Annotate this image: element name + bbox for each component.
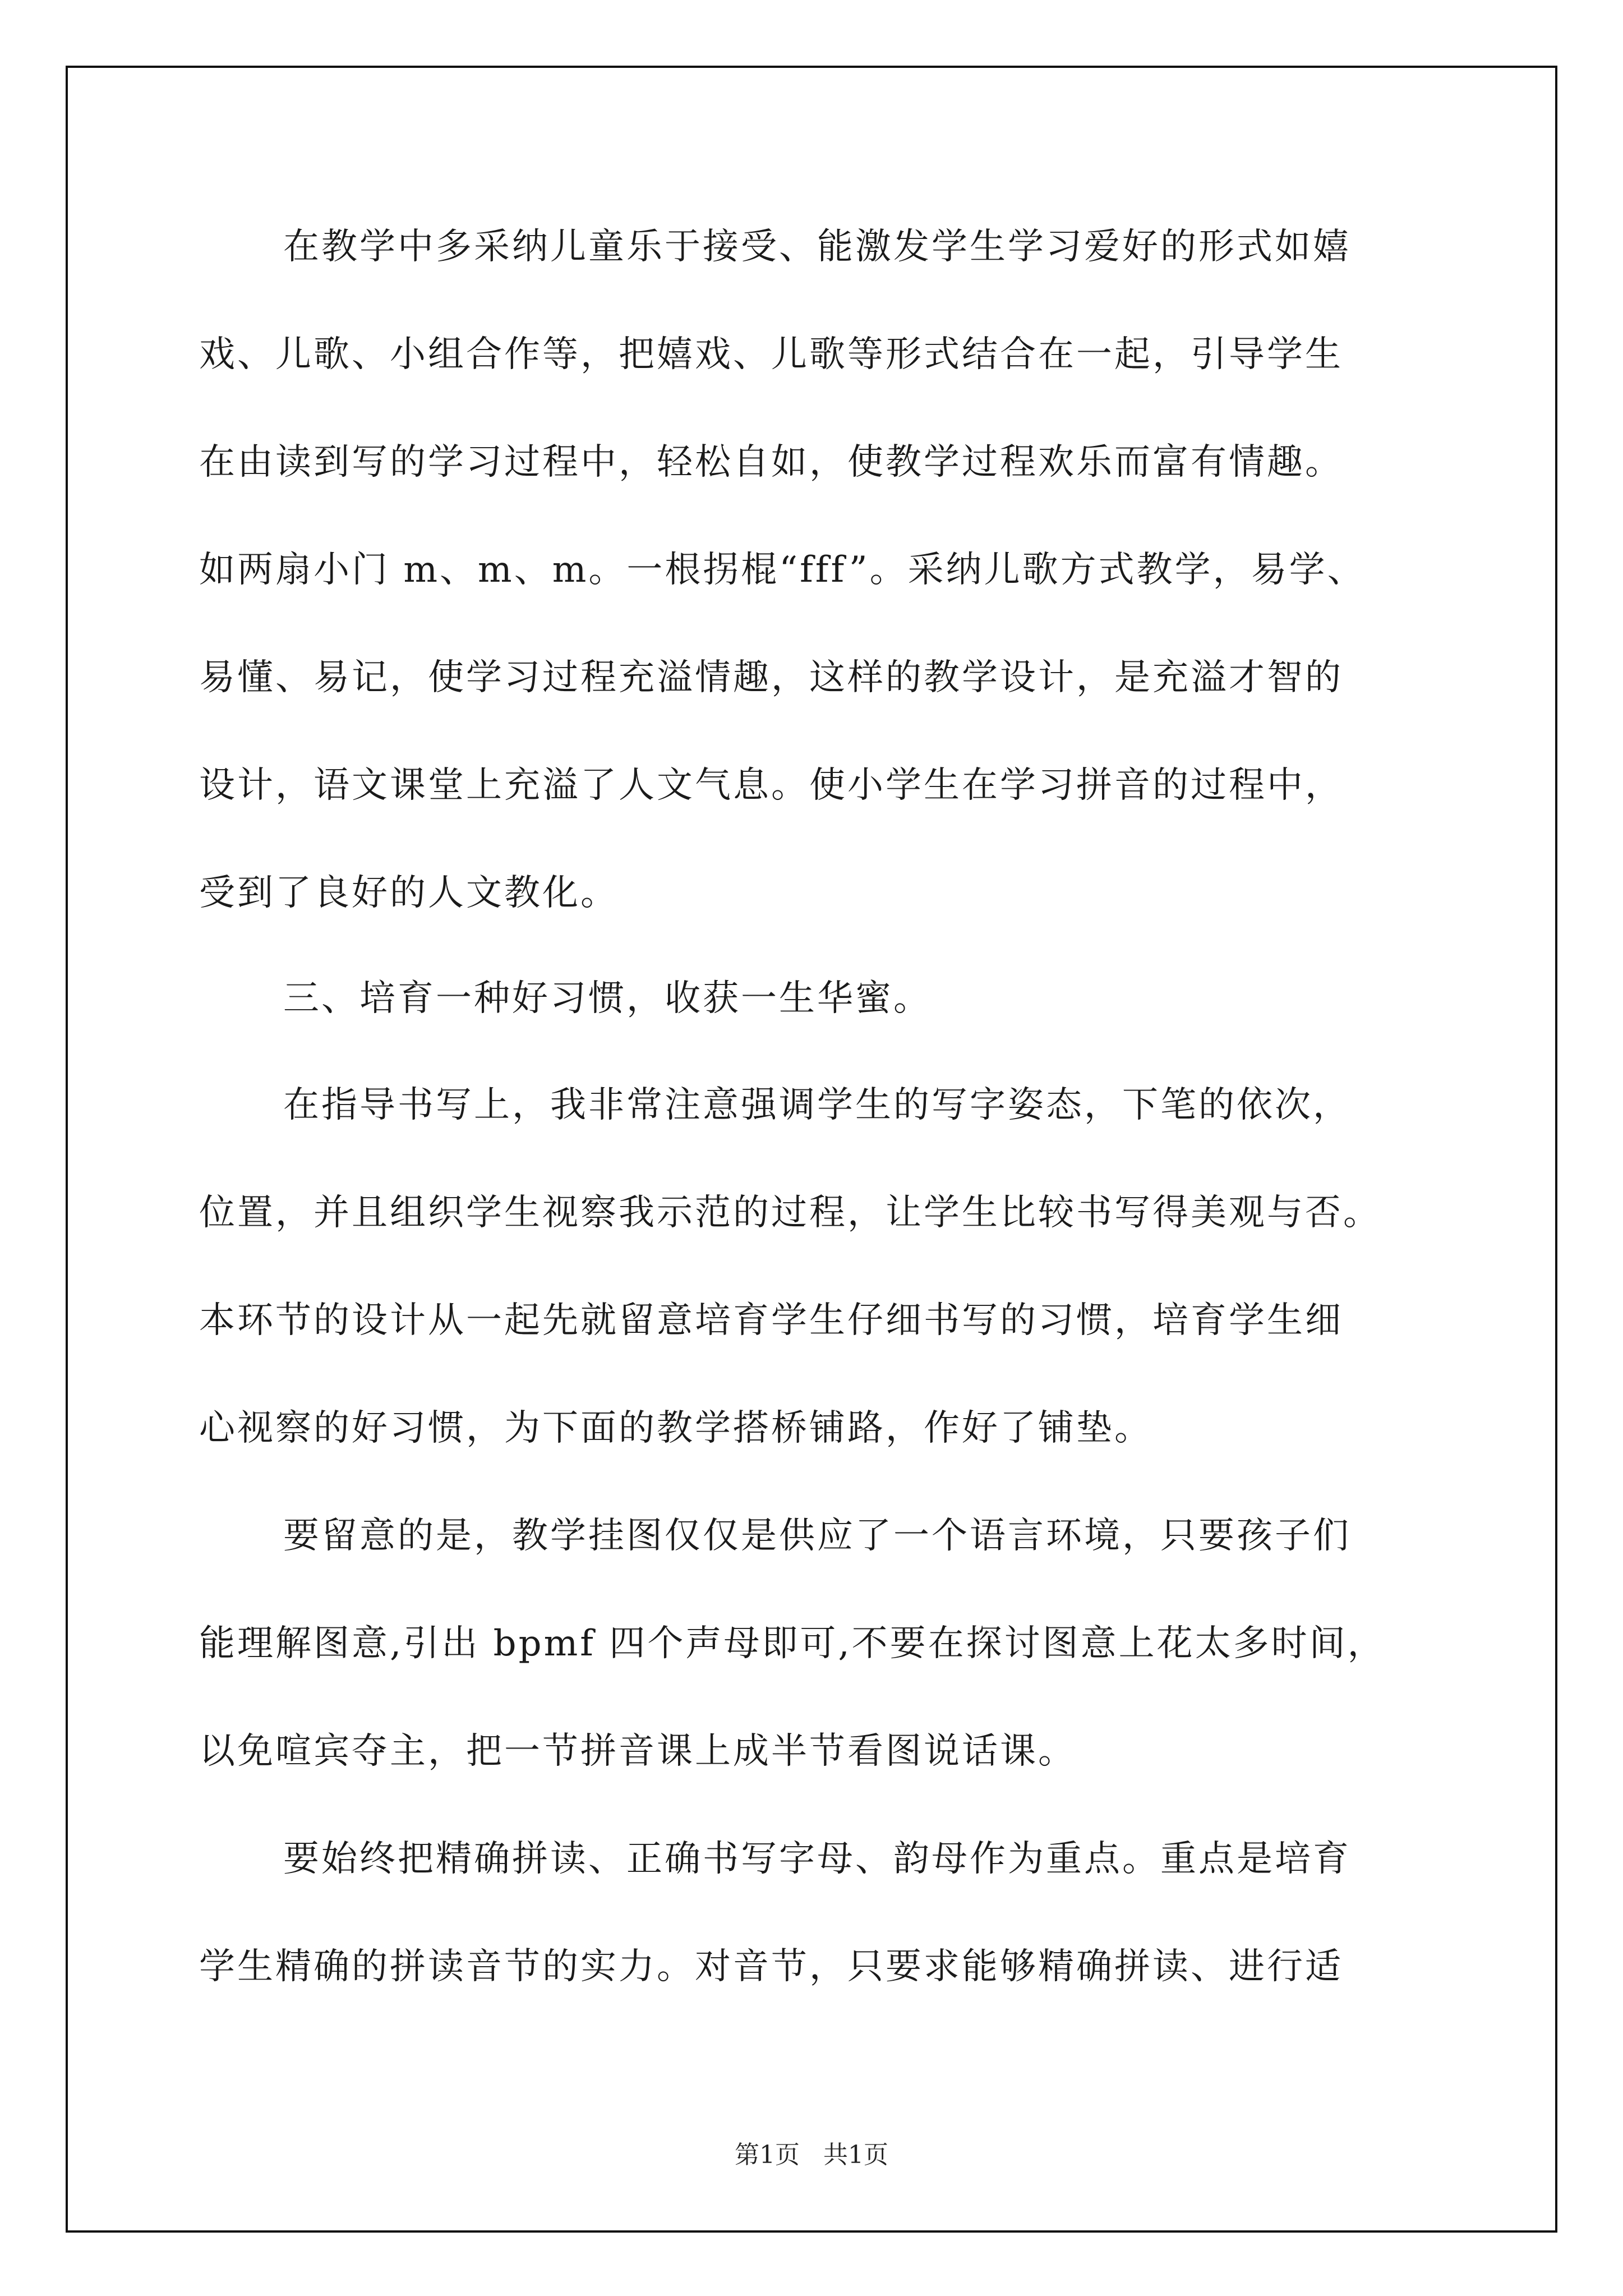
- text-line: 在教学中多采纳儿童乐于接受、能激发学生学习爱好的形式如嬉: [283, 226, 1351, 268]
- text-line: 受到了良好的人文教化。: [199, 872, 619, 914]
- text-line: 戏、儿歌、小组合作等，把嬉戏、儿歌等形式结合在一起，引导学生: [199, 334, 1343, 375]
- text-line: 设计，语文课堂上充溢了人文气息。使小学生在学习拼音的过程中，: [199, 765, 1343, 806]
- text-line: 在指导书写上，我非常注意强调学生的写字姿态，下笔的依次，: [283, 1084, 1351, 1126]
- text-line: 位置，并且组织学生视察我示范的过程，让学生比较书写得美观与否。: [199, 1192, 1381, 1234]
- text-line: 如两扇小门 m、m、m。一根拐棍“fff”。采纳儿歌方式教学，易学、: [199, 549, 1366, 591]
- text-line: 本环节的设计从一起先就留意培育学生仔细书写的习惯，培育学生细: [199, 1300, 1343, 1341]
- text-line: 以免喧宾夺主，把一节拼音课上成半节看图说话课。: [199, 1731, 1076, 1772]
- section-heading: 三、培育一种好习惯，收获一生华蜜。: [283, 978, 932, 1019]
- text-line: 在由读到写的学习过程中，轻松自如，使教学过程欢乐而富有情趣。: [199, 441, 1343, 483]
- text-line: 能理解图意,引出 bpmf 四个声母即可,不要在探讨图意上花太多时间，: [199, 1623, 1386, 1664]
- page-border: [66, 66, 1557, 2233]
- page-number-footer: 第1页 共1页: [735, 2141, 888, 2169]
- text-line: 要始终把精确拼读、正确书写字母、韵母作为重点。重点是培育: [283, 1838, 1351, 1880]
- text-line: 要留意的是，教学挂图仅仅是供应了一个语言环境，只要孩子们: [283, 1515, 1351, 1557]
- text-line: 心视察的好习惯，为下面的教学搭桥铺路，作好了铺垫。: [199, 1407, 1152, 1449]
- text-line: 易懂、易记，使学习过程充溢情趣，这样的教学设计，是充溢才智的: [199, 657, 1343, 698]
- text-line: 学生精确的拼读音节的实力。对音节，只要求能够精确拼读、进行适: [199, 1946, 1343, 1987]
